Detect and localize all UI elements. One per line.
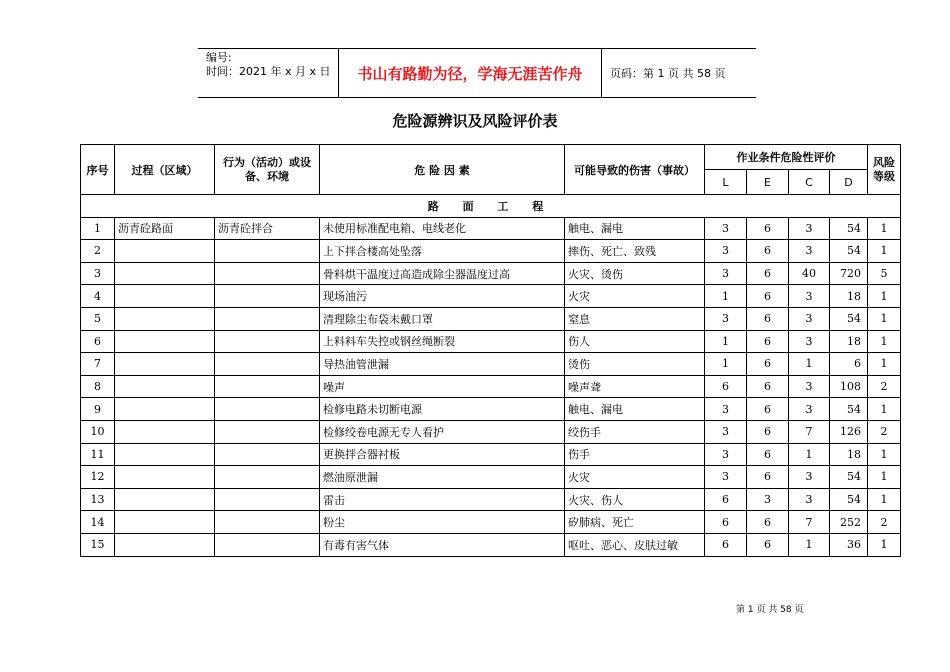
cell-l: 6 [705,488,747,511]
cell-l: 1 [705,330,747,353]
cell-harm: 噪声聋 [565,375,705,398]
cell-activity [215,353,320,376]
cell-harm: 绞伤手 [565,420,705,443]
cell-e: 6 [747,353,789,376]
page-code: 页码：第 1 页 共 58 页 [610,67,726,80]
cell-seq: 3 [81,262,115,285]
table-row [81,217,901,240]
cell-d: 54 [830,398,868,421]
cell-process [115,330,215,353]
cell-c: 3 [789,285,830,308]
cell-seq: 13 [81,488,115,511]
header-info [198,49,338,97]
col-process: 过程（区域） [115,145,215,195]
table-row [81,443,901,466]
cell-hazard: 有毒有害气体 [320,533,565,556]
cell-e: 6 [747,217,789,240]
cell-activity [215,443,320,466]
cell-risk: 1 [868,533,901,556]
col-d: D [830,170,868,195]
cell-process [115,240,215,263]
table-row [81,375,901,398]
cell-process [115,307,215,330]
cell-d: 54 [830,466,868,489]
col-l: L [705,170,747,195]
cell-hazard: 检修电路未切断电源 [320,398,565,421]
cell-d: 54 [830,217,868,240]
cell-seq: 5 [81,307,115,330]
number-label: 编号: [206,51,232,64]
cell-c: 3 [789,375,830,398]
cell-process [115,466,215,489]
col-c: C [789,170,830,195]
table-row [81,353,901,376]
cell-l: 3 [705,420,747,443]
cell-e: 6 [747,443,789,466]
table-row [81,420,901,443]
cell-c: 40 [789,262,830,285]
cell-l: 3 [705,217,747,240]
cell-e: 6 [747,240,789,263]
cell-c: 3 [789,398,830,421]
cell-c: 3 [789,488,830,511]
cell-l: 3 [705,307,747,330]
cell-c: 1 [789,353,830,376]
cell-activity [215,285,320,308]
cell-activity [215,330,320,353]
cell-hazard: 未使用标准配电箱、电线老化 [320,217,565,240]
cell-risk: 1 [868,285,901,308]
cell-hazard: 粉尘 [320,511,565,534]
cell-e: 6 [747,420,789,443]
cell-l: 3 [705,398,747,421]
col-eval: 作业条件危险性评价 [705,145,868,170]
cell-seq: 14 [81,511,115,534]
cell-hazard: 雷击 [320,488,565,511]
cell-process [115,420,215,443]
cell-risk: 1 [868,398,901,421]
cell-l: 1 [705,285,747,308]
cell-seq: 4 [81,285,115,308]
time-label: 时间：2021 年 x 月 x 日 [206,65,331,78]
table-row [81,262,901,285]
cell-c: 3 [789,330,830,353]
cell-harm: 摔伤、死亡、致残 [565,240,705,263]
cell-risk: 1 [868,488,901,511]
cell-process [115,353,215,376]
cell-process [115,375,215,398]
cell-c: 1 [789,533,830,556]
cell-l: 6 [705,511,747,534]
cell-hazard: 更换拌合器衬板 [320,443,565,466]
cell-risk: 2 [868,511,901,534]
cell-d: 54 [830,307,868,330]
cell-risk: 1 [868,240,901,263]
cell-activity [215,375,320,398]
cell-hazard: 骨料烘干温度过高造成除尘器温度过高 [320,262,565,285]
table-row [81,398,901,421]
cell-harm: 触电、漏电 [565,398,705,421]
cell-activity [215,307,320,330]
table-row [81,285,901,308]
col-activity: 行为（活动）或设备、环境 [215,145,320,195]
cell-risk: 1 [868,307,901,330]
cell-process [115,262,215,285]
cell-activity [215,398,320,421]
cell-risk: 2 [868,375,901,398]
col-risk: 风险等级 [868,145,901,195]
cell-activity [215,420,320,443]
cell-hazard: 检修绞卷电源无专人看护 [320,420,565,443]
cell-hazard: 清理除尘布袋未戴口罩 [320,307,565,330]
cell-hazard: 现场油污 [320,285,565,308]
cell-d: 54 [830,488,868,511]
page-footer: 第 1 页 共 58 页 [736,605,804,615]
table-row [81,330,901,353]
cell-seq: 8 [81,375,115,398]
cell-risk: 1 [868,217,901,240]
cell-harm: 呕吐、恶心、皮肤过敏 [565,533,705,556]
table-row [81,466,901,489]
cell-seq: 2 [81,240,115,263]
cell-risk: 2 [868,420,901,443]
cell-e: 6 [747,466,789,489]
cell-seq: 7 [81,353,115,376]
cell-harm: 烫伤 [565,353,705,376]
cell-harm: 火灾、伤人 [565,488,705,511]
cell-e: 6 [747,511,789,534]
cell-risk: 1 [868,443,901,466]
cell-e: 6 [747,533,789,556]
cell-activity [215,466,320,489]
cell-d: 54 [830,240,868,263]
cell-process [115,511,215,534]
cell-risk: 1 [868,466,901,489]
cell-seq: 6 [81,330,115,353]
cell-e: 6 [747,398,789,421]
cell-harm: 伤人 [565,330,705,353]
cell-e: 6 [747,285,789,308]
cell-l: 1 [705,353,747,376]
cell-activity [215,262,320,285]
cell-d: 18 [830,330,868,353]
table-row [81,511,901,534]
motto: 书山有路勤为径，学海无涯苦作舟 [338,49,602,97]
col-harm: 可能导致的伤害（事故） [565,145,705,195]
table-row [81,488,901,511]
table-row [81,533,901,556]
cell-d: 252 [830,511,868,534]
cell-activity [215,511,320,534]
cell-harm: 火灾 [565,466,705,489]
cell-process [115,443,215,466]
cell-risk: 1 [868,330,901,353]
cell-hazard: 上料料车失控或钢丝绳断裂 [320,330,565,353]
cell-l: 3 [705,466,747,489]
section-header: 路 面 工 程 [81,195,901,218]
cell-l: 3 [705,443,747,466]
cell-activity [215,533,320,556]
cell-process: 沥青砼路面 [115,217,215,240]
cell-harm: 火灾 [565,285,705,308]
cell-hazard: 噪声 [320,375,565,398]
cell-risk: 5 [868,262,901,285]
cell-process [115,398,215,421]
cell-c: 7 [789,511,830,534]
col-hazard: 危 险 因 素 [320,145,565,195]
cell-seq: 11 [81,443,115,466]
cell-e: 3 [747,488,789,511]
cell-l: 3 [705,240,747,263]
cell-harm: 触电、漏电 [565,217,705,240]
cell-harm: 矽肺病、死亡 [565,511,705,534]
table-row [81,307,901,330]
cell-c: 3 [789,466,830,489]
cell-d: 18 [830,285,868,308]
cell-l: 6 [705,375,747,398]
cell-harm: 伤手 [565,443,705,466]
cell-c: 1 [789,443,830,466]
cell-process [115,285,215,308]
cell-c: 7 [789,420,830,443]
cell-hazard: 燃油原泄漏 [320,466,565,489]
cell-e: 6 [747,307,789,330]
cell-d: 6 [830,353,868,376]
page-title: 危险源辨识及风险评价表 [392,112,558,130]
cell-e: 6 [747,330,789,353]
cell-harm: 窒息 [565,307,705,330]
cell-hazard: 导热油管泄漏 [320,353,565,376]
risk-table [80,144,901,557]
document-header [198,48,756,98]
cell-e: 6 [747,375,789,398]
cell-process [115,533,215,556]
col-e: E [747,170,789,195]
cell-c: 3 [789,240,830,263]
cell-l: 6 [705,533,747,556]
cell-d: 36 [830,533,868,556]
cell-seq: 1 [81,217,115,240]
cell-c: 3 [789,217,830,240]
cell-risk: 1 [868,353,901,376]
cell-d: 720 [830,262,868,285]
cell-e: 6 [747,262,789,285]
cell-harm: 火灾、烫伤 [565,262,705,285]
cell-seq: 15 [81,533,115,556]
cell-d: 126 [830,420,868,443]
cell-seq: 12 [81,466,115,489]
table-row [81,240,901,263]
cell-process [115,488,215,511]
cell-l: 3 [705,262,747,285]
cell-activity [215,240,320,263]
cell-activity [215,488,320,511]
col-seq: 序号 [81,145,115,195]
cell-activity: 沥青砼拌合 [215,217,320,240]
cell-c: 3 [789,307,830,330]
cell-seq: 10 [81,420,115,443]
cell-d: 108 [830,375,868,398]
cell-hazard: 上下拌合楼高处坠落 [320,240,565,263]
cell-d: 18 [830,443,868,466]
cell-seq: 9 [81,398,115,421]
